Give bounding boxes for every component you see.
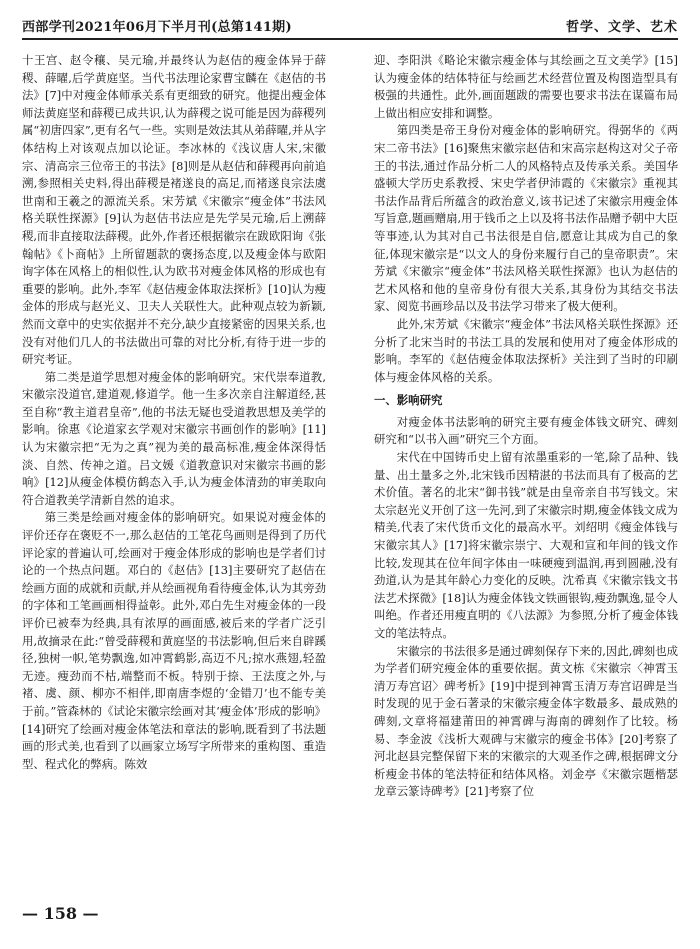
paragraph: 第三类是绘画对瘦金体的影响研究。如果说对瘦金体的评价还存在褒贬不一,那么赵佶的工笔花鸟画则是得到了历代评论家的普遍认可,绘画对于瘦金体形成的影响也是学者们讨论的一个热点问题。邓白的《赵佶》[13]主要研究了赵佶在绘画方面的成就和贡献,并从绘画视角看待瘦金体,认为其旁劲的字体和工笔画画相得益彰。此外,邓白先生对瘦金体的一段评价已被奉为经典,具有浓厚的画面感,被后来的学者广泛引用,故摘录在此:“曾受薛稷和黄庭坚的书法影响,但后来自辟蹊径,独树一帜,笔势飘逸,如冲霄鹤影,高迈不凡;掠水燕翅,轻盈无迹。瘦劲而不枯,端整而不板。特别于捺、王法度之外,与褚、虞、颜、柳亦不相伴,即南唐李煜的‘金错刀’也不能专美于前。”管森林的《试论宋徽宗绘画对其‘瘦金体’形成的影响》[14]研究了绘画对瘦金体笔法和章法的影响,既看到了书法题画的形式美,也看到了以画家立场写字所带来的重构图、重造型、程式化的弊病。陈效: [22, 510, 326, 771]
left-column: [22, 52, 326, 900]
paragraph: 迎、李阳洪《略论宋徽宗瘦金体与其绘画之互文美学》[15]认为瘦金体的结体特征与绘画艺术经营位置及构图造型具有极强的共通性。此外,画面题跋的需要也要求书法在谋篇布局上做出相应安排和调整。: [374, 53, 678, 120]
paragraph: 对瘦金体书法影响的研究主要有瘦金体钱文研究、碑刻研究和“以书入画”研究三个方面。: [374, 414, 678, 447]
paragraph: 宋代在中国铸币史上留有浓墨重彩的一笔,除了品种、钱量、出土量多之外,北宋钱币因精湛的书法而具有了极高的艺术价值。著名的北宋“御书钱”就是由皇帝亲自书写钱文。宋太宗赵光义开创了这一先河,到了宋徽宗时期,瘦金体钱文成为精美,代表了宋代货币文化的最高水平。刘绍明《瘦金体钱与宋徽宗其人》[17]将宋徽宗崇宁、大观和宣和年间的钱文作比较,发现其在位年间字体由一味硬瘦到温润,再到圆融,没有劲道,认为是其年龄心力变化的反映。沈希真《宋徽宗钱文书法艺术探微》[18]认为瘦金体钱文铁画银钩,瘦劲飘逸,显令人叫绝。作者还用瘦直明的《八法源》为参照,分析了瘦金体钱文的笔法特点。: [374, 450, 678, 640]
section-heading: 一、影响研究: [374, 393, 443, 408]
paragraph: 第二类是道学思想对瘦金体的影响研究。宋代崇奉道教,宋徽宗没道官,建道观,修道学。他一生多次亲自注解道经,甚至自称“教主道君皇帝”,他的书法无疑也受道教思想及美学的影响。徐惠《论道家玄学观对宋徽宗书画创作的影响》[11]认为宋徽宗把“无为之真”视为美的最高标准,瘦金体深得恬淡、自然、传神之道。吕文媛《道教意识对宋徽宗书画的影响》[12]从瘦金体模仿鹤态入手,认为瘦金体清劲的审美取向符合道教美学清新自然的追求。: [22, 369, 326, 507]
journal-title: 西部学刊2021年06月下半月刊(总第141期): [22, 20, 292, 35]
paragraph: 第四类是帝王身份对瘦金体的影响研究。得弼华的《两宋二帝书法》[16]聚焦宋徽宗赵佶和宋高宗赵构这对父子帝王的书法,通过作品分析二人的风格特点及传承关系。美国华盛顿大学历史系教授、宋史学者伊沛霞的《宋徽宗》重视其书法作品背后所蕴含的政治意义,该书记述了宋徽宗用瘦金体写旨意,题画赠扇,用于钱币之上以及将书法作品赠予朝中大臣等事迹,认为其对自己书法很是自信,愿意让其成为自己的象征,体现宋徽宗是“以文人的身份来履行自己的皇帝职责”。宋芳斌《宋徽宗“瘦金体”书法风格关联性探源》也认为赵佶的艺术风格和他的皇帝身份有很大关系,其身份为其结交书法家、阅览书画珍品以及书法学习带来了极大便利。: [374, 123, 678, 314]
section-title: 哲学、文学、艺术: [565, 20, 678, 35]
page-header: [22, 14, 678, 40]
paragraph: 宋徽宗的书法很多是通过碑刻保存下来的,因此,碑刻也成为学者们研究瘦金体的重要依据。黄文栋《宋徽宗〈神霄玉清万寿宫诏〉碑考析》[19]中提到神霄玉清万寿宫诏碑是当时发现的见于金石著录的宋徽宗瘦金体字数最多、最成熟的碑刻,文章将福建莆田的神霄碑与海南的碑刻作了比较。杨易、李金波《浅析大观碑与宋徽宗的瘦金书体》[20]考察了河北赵县完整保留下来的宋徽宗的大观圣作之碑,根据碑文分析瘦金书体的笔法特征和结体风格。刘金亭《宋徽宗题楷瑟龙章云篆诗碑考》[21]考察了位: [374, 643, 678, 799]
right-column: [374, 52, 678, 900]
page-number: — 158 —: [22, 904, 99, 923]
paragraph: 十王宫、赵令穰、吴元瑜,并最终认为赵佶的瘦金体异于薛稷、薛曜,后学黄庭坚。当代书法理论家曹宝麟在《赵佶的书法》[7]中对瘦金体师承关系有更细致的研究。他提出瘦金体师法黄庭坚和薛稷已成共识,认为薛稷之说可能是因为薛稷列属“初唐四家”,更有名气一些。实则是效法其从弟薛曜,并从字体结构上对该观点加以论证。李冰林的《浅议唐人宋,宋徽宗、清高宗三位帝王的书法》[8]则是从赵佶和薛稷再向前追溯,参照相关史料,得出薛稷是褚遂良的高足,而褚遂良宗法虞世南和王羲之的源流关系。宋芳斌《宋徽宗“瘦金体”书法风格关联性探源》[9]认为赵佶书法应是先学吴元瑜,后上溯薛稷,而非直接取法薛稷。此外,作者还根据徽宗在跋欧阳询《张翰帖》《卜商帖》上所留题款的褒扬态度,以及瘦金体与欧阳询字体在风格上的相似性,认为欧书对瘦金体风格的形成也有重要的影响。此外,李军《赵佶瘦金体取法探析》[10]认为瘦金体的形成与赵光义、卫夫人关联性大。此种观点较为新颖,然而文章中的史实依据并不充分,缺少直接紧密的因果关系,也没有对他们几人的书法做出可靠的对比分析,有待于进一步的研究考证。: [22, 53, 326, 367]
paragraph: 此外,宋芳斌《宋徽宗“瘦金体”书法风格关联性探源》还分析了北宋当时的书法工具的发展和使用对了瘦金体形成的影响。李军的《赵佶瘦金体取法探析》关注到了当时的印刷体与瘦金体风格的关系。: [374, 316, 678, 384]
